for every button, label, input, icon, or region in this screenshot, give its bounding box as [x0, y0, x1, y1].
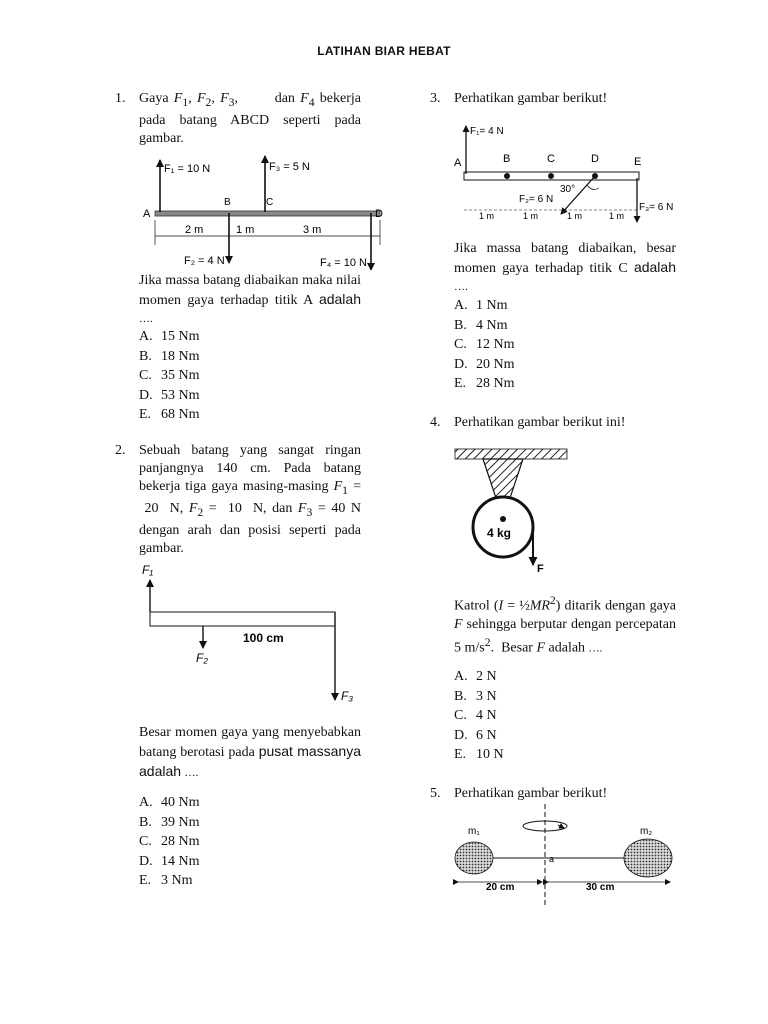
option-b: [139, 348, 200, 368]
option-text: 12 Nm: [476, 337, 515, 352]
option-e: [139, 872, 200, 892]
option-d: [139, 853, 200, 873]
option-e: [139, 406, 200, 426]
option-text: 4 N: [476, 708, 497, 723]
option-letter: B.: [454, 688, 467, 704]
options-list: [139, 794, 200, 892]
option-text: 20 Nm: [476, 356, 515, 372]
option-text: 53 Nm: [161, 387, 200, 403]
option-letter: E.: [454, 747, 467, 762]
force-label: F₂: [196, 651, 208, 665]
page-title: LATIHAN BIAR HEBAT: [317, 44, 451, 58]
option-letter: B.: [139, 814, 152, 830]
option-text: 39 Nm: [161, 814, 200, 830]
ceiling: [455, 449, 567, 459]
option-letter: D.: [454, 727, 468, 743]
option-letter: A.: [139, 795, 153, 810]
option-letter: B.: [454, 317, 467, 333]
pulley-axle: [500, 516, 506, 522]
option-letter: C.: [139, 834, 152, 849]
point-label: E: [634, 156, 642, 168]
option-letter: D.: [454, 356, 468, 372]
option-e: [454, 746, 504, 766]
option-text: 28 Nm: [476, 376, 515, 391]
dimension-label: 1 m: [523, 211, 539, 221]
option-letter: C.: [139, 368, 152, 383]
force-label: F₃: [341, 689, 354, 703]
point-marker: [592, 173, 598, 179]
q5-figure: [450, 800, 680, 908]
point-marker: [504, 173, 510, 179]
mass-label: m₂: [640, 826, 653, 837]
dimension-label: 1 m: [567, 211, 583, 221]
option-b: [454, 317, 515, 337]
q3-figure: [453, 122, 683, 232]
option-c: [454, 336, 515, 356]
dimension-label: 30 cm: [586, 882, 615, 893]
option-letter: D.: [139, 387, 153, 403]
option-d: [454, 727, 504, 747]
force-label: F: [537, 563, 544, 575]
point-label: B: [503, 153, 511, 165]
question-text: Gaya $F_1$, $F_2$, $F_3$, dan $F_4$ bekerja pada batang ABCD seperti pada gambar.: [139, 91, 362, 146]
q2-figure: [138, 560, 378, 710]
options-list: [454, 668, 504, 766]
option-letter: B.: [139, 348, 152, 364]
force-label: F₃= 6 N: [639, 202, 674, 213]
option-letter: E.: [139, 873, 152, 888]
mass-label: 4 kg: [487, 526, 512, 540]
question-text: Perhatikan gambar berikut ini!: [454, 415, 626, 430]
option-text: 3 N: [476, 688, 497, 704]
option-text: 35 Nm: [161, 368, 200, 383]
option-e: [454, 375, 515, 395]
point-label: C: [266, 197, 274, 208]
q1-figure: [138, 150, 388, 270]
point-label: C: [547, 153, 555, 165]
force-label: F₂= 6 N: [519, 194, 554, 205]
option-b: [454, 688, 504, 708]
question-number: 2.: [115, 443, 126, 458]
rod: [150, 612, 335, 626]
option-text: 1 Nm: [476, 298, 508, 313]
point-label: A: [143, 208, 151, 220]
option-letter: E.: [454, 376, 467, 391]
question-text: Perhatikan gambar berikut!: [454, 91, 608, 106]
point-label: B: [224, 197, 231, 208]
option-a: [139, 794, 200, 814]
option-text: 4 Nm: [476, 317, 508, 333]
option-d: [454, 356, 515, 376]
option-text: 14 Nm: [161, 853, 200, 869]
option-text: 40 Nm: [161, 795, 200, 810]
q4-figure: [453, 445, 583, 575]
dimension-label: 2 m: [185, 224, 204, 236]
rod: [155, 211, 380, 216]
option-text: 6 N: [476, 727, 497, 743]
option-d: [139, 387, 200, 407]
option-letter: C.: [454, 337, 467, 352]
question-text: Perhatikan gambar berikut!: [454, 786, 608, 801]
options-list: [139, 328, 200, 426]
force-label: F₄ = 10 N: [320, 257, 367, 269]
question-number: 5.: [430, 786, 441, 801]
force-arrow: [561, 176, 595, 214]
axis-label: a: [549, 854, 555, 864]
option-letter: A.: [454, 298, 468, 313]
option-text: 15 Nm: [161, 329, 200, 344]
option-text: 68 Nm: [161, 407, 200, 422]
option-b: [139, 814, 200, 834]
option-letter: A.: [139, 329, 153, 344]
mass-1: [455, 842, 493, 874]
option-a: [454, 668, 504, 688]
force-label: F₁ = 10 N: [164, 163, 211, 175]
question-prompt: Jika massa batang diabaikan, besar momen gaya terhadap titik C adalah ….: [454, 241, 676, 293]
point-label: A: [454, 157, 462, 169]
mass-label: m₁: [468, 826, 480, 837]
option-text: 2 N: [476, 669, 497, 684]
question-number: 1.: [115, 91, 126, 106]
question-prompt: Katrol $(I = \frac{1}{2}MR^2)$ ditarik dengan gaya F sehingga berputar dengan percepatan 5 $m/s^2$. Besar F adalah ….: [454, 594, 676, 656]
option-letter: E.: [139, 407, 152, 422]
option-text: 28 Nm: [161, 834, 200, 849]
option-text: 10 N: [476, 747, 504, 762]
dimension-label: 1 m: [609, 211, 625, 221]
force-label: F₃ = 5 N: [269, 161, 310, 173]
force-label: F₁: [142, 563, 154, 577]
option-letter: C.: [454, 708, 467, 723]
dimension-label: 1 m: [236, 224, 255, 236]
option-a: [454, 297, 515, 317]
option-c: [454, 707, 504, 727]
point-marker: [548, 173, 554, 179]
point-label: D: [375, 208, 383, 220]
question-text: Sebuah batang yang sangat ringan panjangnya 140 cm. Pada batang bekerja tiga gaya masing-masing $F_1 = 20$ N, $F_2 = 10$ N, dan $F_3 = 40$ N dengan arah dan posisi seperti pada gambar.: [139, 443, 361, 556]
dimension-label: 20 cm: [486, 882, 515, 893]
dimension-label: 3 m: [303, 224, 322, 236]
question-prompt: Jika massa batang diabaikan maka nilai momen gaya terhadap titik A adalah ….: [139, 273, 361, 325]
question-prompt: Besar momen gaya yang menyebabkan batang berotasi pada pusat massanya adalah ….: [139, 725, 362, 779]
point-label: D: [591, 153, 599, 165]
length-label: 100 cm: [243, 631, 284, 645]
option-letter: D.: [139, 853, 153, 869]
options-list: [454, 297, 515, 395]
option-c: [139, 367, 200, 387]
option-text: 18 Nm: [161, 348, 200, 364]
force-label: F₁= 4 N: [470, 126, 504, 137]
mass-2: [624, 839, 672, 877]
dimension-label: 1 m: [479, 211, 495, 221]
force-label: F₂ = 4 N: [184, 255, 225, 267]
option-c: [139, 833, 200, 853]
question-number: 4.: [430, 415, 441, 430]
question-number: 3.: [430, 91, 441, 106]
option-a: [139, 328, 200, 348]
option-text: 3 Nm: [161, 873, 193, 888]
option-letter: A.: [454, 669, 468, 684]
angle-label: 30°: [560, 184, 576, 195]
